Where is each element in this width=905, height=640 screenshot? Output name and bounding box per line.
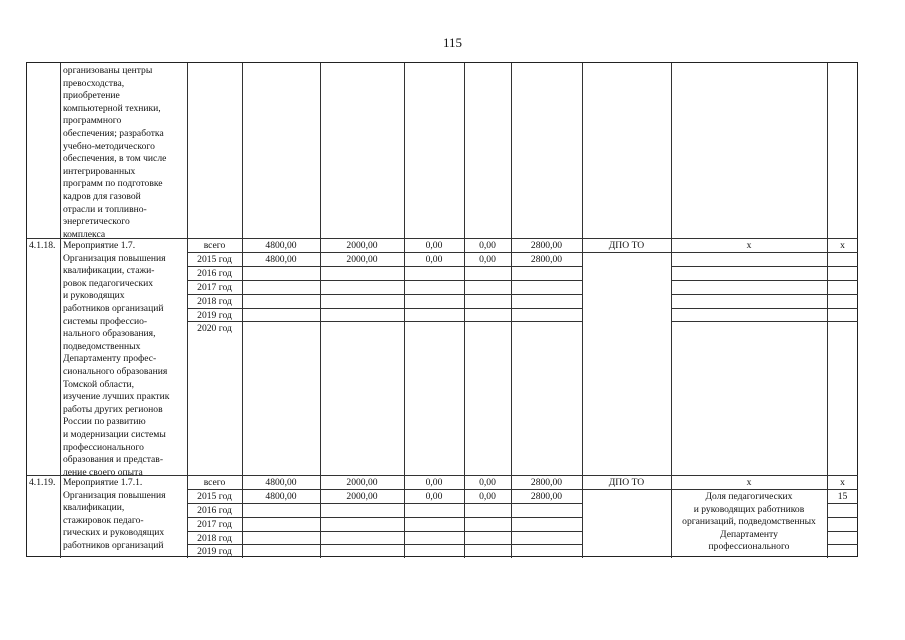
- period-label: 2019 год: [197, 546, 232, 557]
- row-code: 4.1.18.: [29, 240, 56, 251]
- indicator-name: х: [746, 240, 752, 251]
- extra-value: 2800,00: [530, 254, 563, 265]
- regional-value: 0,00: [425, 477, 443, 488]
- row-divider: [187, 321, 582, 322]
- executor: ДПО ТО: [608, 240, 645, 251]
- row-divider: [187, 294, 582, 295]
- federal-value: 2000,00: [346, 477, 378, 488]
- period-label: 2018 год: [197, 533, 232, 544]
- row-divider: [827, 517, 858, 518]
- indicator-2015-value: 15: [837, 491, 848, 502]
- row-divider: [187, 531, 582, 532]
- total-value: 4800,00: [265, 240, 297, 251]
- row-divider: [187, 280, 582, 281]
- row-divider: [187, 544, 582, 545]
- row-description: Мероприятие 1.7.1. Организация повышения квалификации, стажировок педаго- гических и руководящих работников организаций: [63, 477, 166, 551]
- row-divider: [671, 321, 858, 322]
- period-label: 2015 год: [197, 491, 232, 502]
- local-value: 0,00: [479, 491, 496, 502]
- local-value: 0,00: [479, 477, 496, 488]
- federal-value: 2000,00: [346, 254, 378, 265]
- total-value: 4800,00: [265, 477, 297, 488]
- budget-table: [26, 62, 858, 557]
- local-value: 0,00: [479, 240, 496, 251]
- total-value: 4800,00: [265, 491, 297, 502]
- row-divider: [827, 544, 858, 545]
- period-label: 2017 год: [197, 519, 232, 530]
- federal-value: 2000,00: [346, 240, 378, 251]
- local-value: 0,00: [479, 254, 496, 265]
- row-divider: [187, 517, 582, 518]
- period-label: всего: [203, 240, 226, 251]
- regional-value: 0,00: [425, 240, 443, 251]
- period-label: 2017 год: [197, 282, 232, 293]
- row-divider: [671, 294, 858, 295]
- indicator-value: х: [840, 240, 845, 251]
- row-divider: [671, 308, 858, 309]
- row-divider: [671, 266, 858, 267]
- continuation-description: организованы центры превосходства, приобретение компьютерной техники, программного обеспечения; разработка учебно-методического обеспечения, в том числе интегрированных программ по подготовке кадров для газовой отрасли и топливно- энергетического комплекса: [63, 65, 167, 240]
- indicator-description: Доля педагогических и руководящих работников организаций, подведомственных Департаменту профессионального: [682, 491, 816, 553]
- extra-value: 2800,00: [530, 240, 563, 251]
- regional-value: 0,00: [425, 254, 443, 265]
- executor: ДПО ТО: [608, 477, 645, 488]
- period-label: 2020 год: [197, 323, 232, 334]
- period-label: 2019 год: [197, 310, 232, 321]
- period-label: 2015 год: [197, 254, 232, 265]
- period-label: всего: [203, 477, 226, 488]
- row-divider: [671, 280, 858, 281]
- extra-value: 2800,00: [530, 491, 563, 502]
- period-label: 2016 год: [197, 505, 232, 516]
- period-label: 2016 год: [197, 268, 232, 279]
- row-code: 4.1.19.: [29, 477, 56, 488]
- regional-value: 0,00: [425, 491, 443, 502]
- extra-value: 2800,00: [530, 477, 563, 488]
- indicator-value: х: [840, 477, 845, 488]
- page-number: 115: [442, 35, 463, 50]
- indicator-name: х: [746, 477, 752, 488]
- row-divider: [187, 308, 582, 309]
- row-divider: [827, 531, 858, 532]
- column-divider: [60, 63, 61, 558]
- row-description: Мероприятие 1.7. Организация повышения квалификации, стажи- ровок педагогических и руководящих работников организаций системы профессио- нального образования, подведомственных Департаменту профес- сионального образования Томской области, изучение лучших практик работы других регионов России по развитию и модернизации системы профессионального образования и представ- ление своего опыта: [63, 240, 170, 478]
- total-value: 4800,00: [265, 254, 297, 265]
- period-label: 2018 год: [197, 296, 232, 307]
- federal-value: 2000,00: [346, 491, 378, 502]
